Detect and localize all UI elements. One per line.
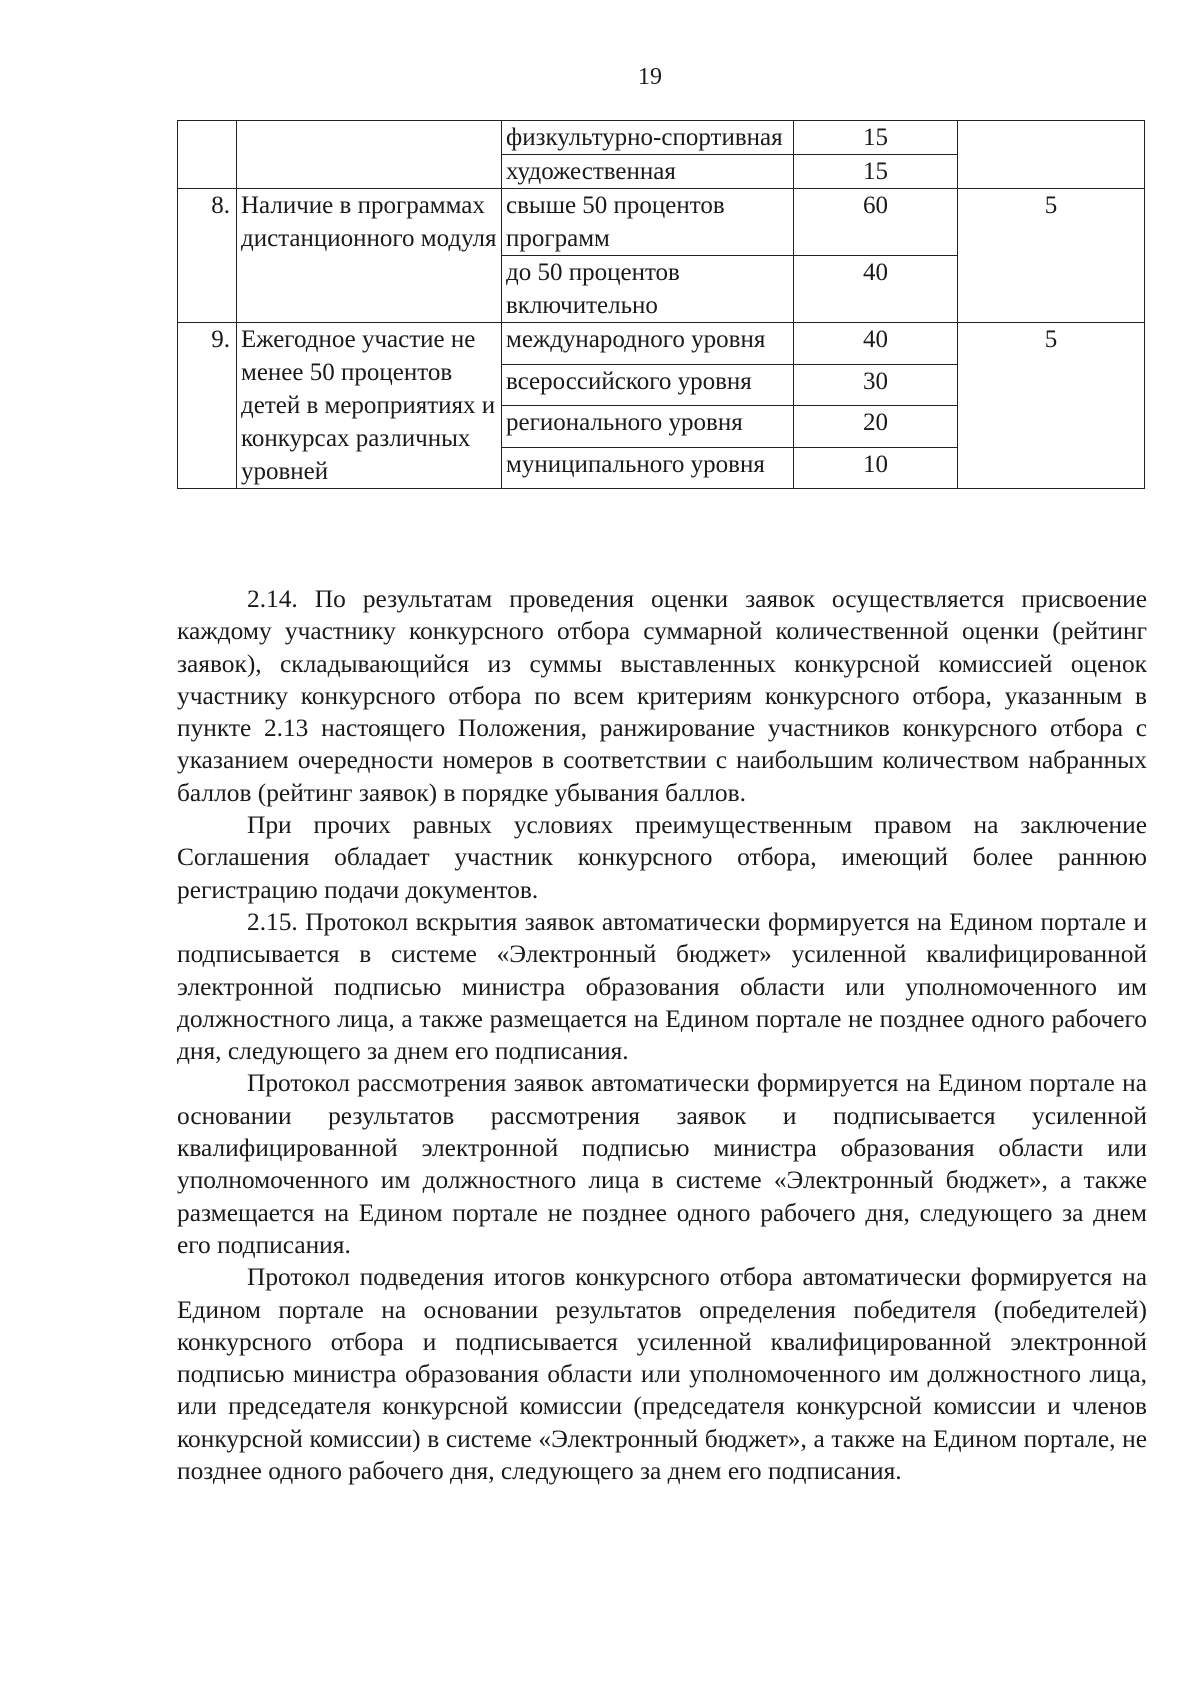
criterion-option: регионального уровня <box>502 406 794 448</box>
option-score: 10 <box>794 447 958 489</box>
paragraph: При прочих равных условиях преимущественным правом на заключение Соглашения обладает участник конкурсного отбора, имеющий более раннюю регистрацию подачи документов. <box>177 811 1147 904</box>
paragraph: Протокол подведения итогов конкурсного отбора автоматически формируется на Едином портале на основании результатов определения победителя (победителей) конкурсного отбора и подписывается усиленной квалифицированной электронной подписью министра образования области или уполномоченного им должностного лица, или председателя конкурсной комиссии (председателя конкурсной комиссии и членов конкурсной комиссии) в системе «Электронный бюджет», а также на Едином портале, не позднее одного рабочего дня, следующего за днем его подписания. <box>177 1263 1147 1486</box>
option-score: 30 <box>794 364 958 406</box>
criterion-number: 9. <box>178 323 237 489</box>
criterion-name: Ежегодное участие не менее 50 процентов детей в мероприятиях и конкурсах различных уровней <box>237 323 502 489</box>
option-score: 15 <box>794 155 958 189</box>
option-score: 40 <box>794 256 958 323</box>
paragraph: 2.14. По результатам проведения оценки заявок осуществляется присвоение каждому участнику конкурсного отбора суммарной количественной оценки (рейтинг заявок), складывающийся из суммы выставленных конкурсной комиссией оценок участнику конкурсного отбора по всем критериям конкурсного отбора, указанным в пункте 2.13 настоящего Положения, ранжирование участников конкурсного отбора с указанием очередности номеров в соответствии с наибольшим количеством набранных баллов (рейтинг заявок) в порядке убывания баллов. <box>177 585 1147 807</box>
criterion-name <box>237 121 502 189</box>
criterion-number: 8. <box>178 189 237 323</box>
paragraph: Протокол рассмотрения заявок автоматически формируется на Едином портале на основании результатов рассмотрения заявок и подписывается усиленной квалифицированной электронной подписью министра образования области или уполномоченного им должностного лица в системе «Электронный бюджет», а также размещается на Едином портале не позднее одного рабочего дня, следующего за днем его подписания. <box>177 1069 1147 1259</box>
criteria-table <box>177 120 1145 489</box>
criterion-name: Наличие в программах дистанционного модуля <box>237 189 502 323</box>
option-score: 20 <box>794 406 958 448</box>
criterion-option: художественная <box>502 155 794 189</box>
criterion-weight <box>958 121 1145 189</box>
page-number: 19 <box>638 64 662 90</box>
document-body <box>177 583 1147 1487</box>
criterion-option: муниципального уровня <box>502 447 794 489</box>
table-row <box>178 189 1145 256</box>
criterion-weight: 5 <box>958 189 1145 323</box>
criterion-option: всероссийского уровня <box>502 364 794 406</box>
option-score: 40 <box>794 323 958 365</box>
criterion-option: физкультурно-спортивная <box>502 121 794 155</box>
criterion-weight: 5 <box>958 323 1145 489</box>
criterion-option: свыше 50 процентов программ <box>502 189 794 256</box>
option-score: 60 <box>794 189 958 256</box>
criterion-option: международного уровня <box>502 323 794 365</box>
criterion-number <box>178 121 237 189</box>
option-score: 15 <box>794 121 958 155</box>
paragraph: 2.15. Протокол вскрытия заявок автоматически формируется на Едином портале и подписывается в системе «Электронный бюджет» усиленной квалифицированной электронной подписью министра образования области или уполномоченного им должностного лица, а также размещается на Едином портале не позднее одного рабочего дня, следующего за днем его подписания. <box>177 907 1147 1066</box>
criterion-option: до 50 процентов включительно <box>502 256 794 323</box>
table-row <box>178 121 1145 155</box>
table-row <box>178 323 1145 365</box>
